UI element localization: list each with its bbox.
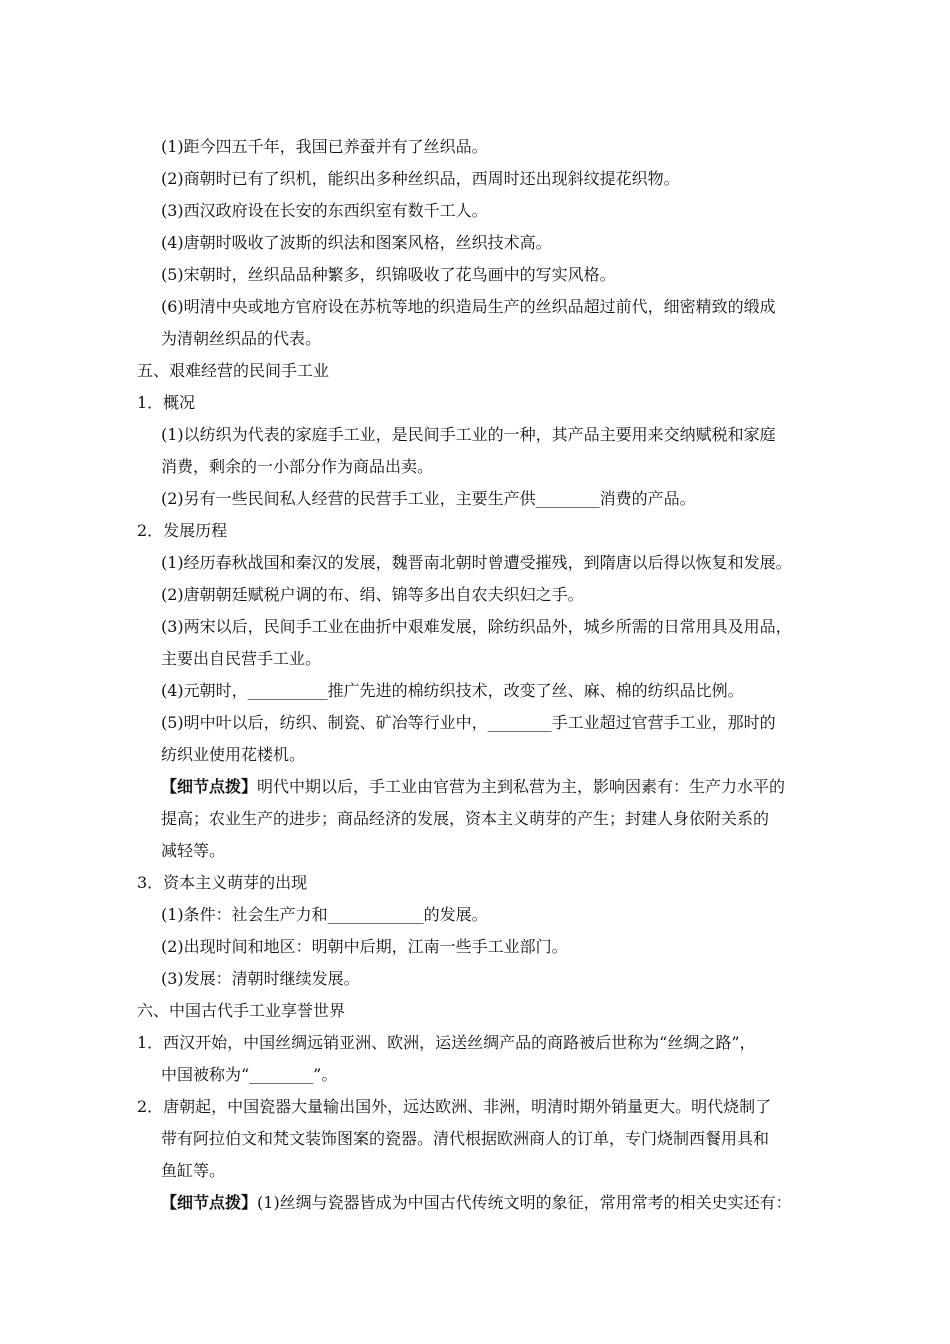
section-heading: 六、中国古代手工业享誉世界 bbox=[137, 1001, 346, 1020]
text-line: (1)经历春秋战国和秦汉的发展，魏晋南北朝时曾遭受摧残，到隋唐以后得以恢复和发展。 bbox=[161, 553, 792, 572]
text-line: (5)明中叶以后，纺织、制瓷、矿冶等行业中，________手工业超过官营手工业，那时的 bbox=[161, 713, 776, 732]
section-heading: 五、艰难经营的民间手工业 bbox=[137, 361, 330, 380]
text-line: (6)明清中央或地方官府设在苏杭等地的织造局生产的丝织品超过前代，细密精致的缎成 bbox=[161, 297, 776, 316]
text-line: 带有阿拉伯文和梵文装饰图案的瓷器。清代根据欧洲商人的订单，专门烧制西餐用具和 bbox=[161, 1129, 770, 1148]
text-line: 纺织业使用花楼机。 bbox=[161, 745, 306, 764]
subsection-heading: 3．资本主义萌芽的出现 bbox=[137, 873, 308, 892]
text-line: (5)宋朝时，丝织品品种繁多，织锦吸收了花鸟画中的写实风格。 bbox=[161, 265, 616, 284]
text-line: 消费，剩余的一小部分作为商品出卖。 bbox=[161, 457, 434, 476]
text-line: (3)西汉政府设在长安的东西织室有数千工人。 bbox=[161, 201, 488, 220]
text-line: 提高；农业生产的进步；商品经济的发展，资本主义萌芽的产生；封建人身依附关系的 bbox=[161, 809, 770, 828]
text-line: 为清朝丝织品的代表。 bbox=[161, 329, 322, 348]
text-line: (1)距今四五千年，我国已养蚕并有了丝织品。 bbox=[161, 137, 488, 156]
text-line: 主要出自民营手工业。 bbox=[161, 649, 322, 668]
text-line: (4)元朝时，__________推广先进的棉纺织技术，改变了丝、麻、棉的纺织品比例。 bbox=[161, 681, 744, 700]
text-line: (1)条件：社会生产力和____________的发展。 bbox=[161, 905, 488, 924]
text-line: 2．唐朝起，中国瓷器大量输出国外，远达欧洲、非洲，明清时期外销量更大。明代烧制了 bbox=[137, 1097, 772, 1116]
subsection-heading: 1．概况 bbox=[137, 393, 196, 412]
detail-tip-text: 明代中期以后，手工业由官营为主到私营为主，影响因素有：生产力水平的 bbox=[257, 777, 786, 796]
text-line: (3)两宋以后，民间手工业在曲折中艰难发展，除纺织品外，城乡所需的日常用具及用品， bbox=[161, 617, 792, 636]
text-line: (2)另有一些民间私人经营的民营手工业，主要生产供________消费的产品。 bbox=[161, 489, 696, 508]
subsection-heading: 2．发展历程 bbox=[137, 521, 228, 540]
detail-tip-label: 【细节点拨】 bbox=[161, 777, 258, 796]
detail-tip bbox=[161, 776, 785, 798]
text-line: (2)商朝时已有了织机，能织出多种丝织品，西周时还出现斜纹提花织物。 bbox=[161, 169, 680, 188]
text-line: 中国被称为“________”。 bbox=[161, 1065, 338, 1084]
text-line: (4)唐朝时吸收了波斯的织法和图案风格，丝织技术高。 bbox=[161, 233, 552, 252]
text-line: 1．西汉开始，中国丝绸远销亚洲、欧洲，运送丝绸产品的商路被后世称为“丝绸之路”， bbox=[137, 1033, 756, 1052]
text-line: 鱼缸等。 bbox=[161, 1161, 226, 1180]
detail-tip-label: 【细节点拨】 bbox=[161, 1193, 258, 1212]
detail-tip bbox=[161, 1192, 792, 1214]
text-line: (2)出现时间和地区：明朝中后期，江南一些手工业部门。 bbox=[161, 937, 568, 956]
text-line: (3)发展：清朝时继续发展。 bbox=[161, 969, 360, 988]
text-line: (2)唐朝朝廷赋税户调的布、绢、锦等多出自农夫织妇之手。 bbox=[161, 585, 584, 604]
text-line: 减轻等。 bbox=[161, 841, 226, 860]
detail-tip-text: (1)丝绸与瓷器皆成为中国古代传统文明的象征，常用常考的相关史实还有： bbox=[257, 1193, 792, 1212]
text-line: (1)以纺织为代表的家庭手工业，是民间手工业的一种，其产品主要用来交纳赋税和家庭 bbox=[161, 425, 776, 444]
